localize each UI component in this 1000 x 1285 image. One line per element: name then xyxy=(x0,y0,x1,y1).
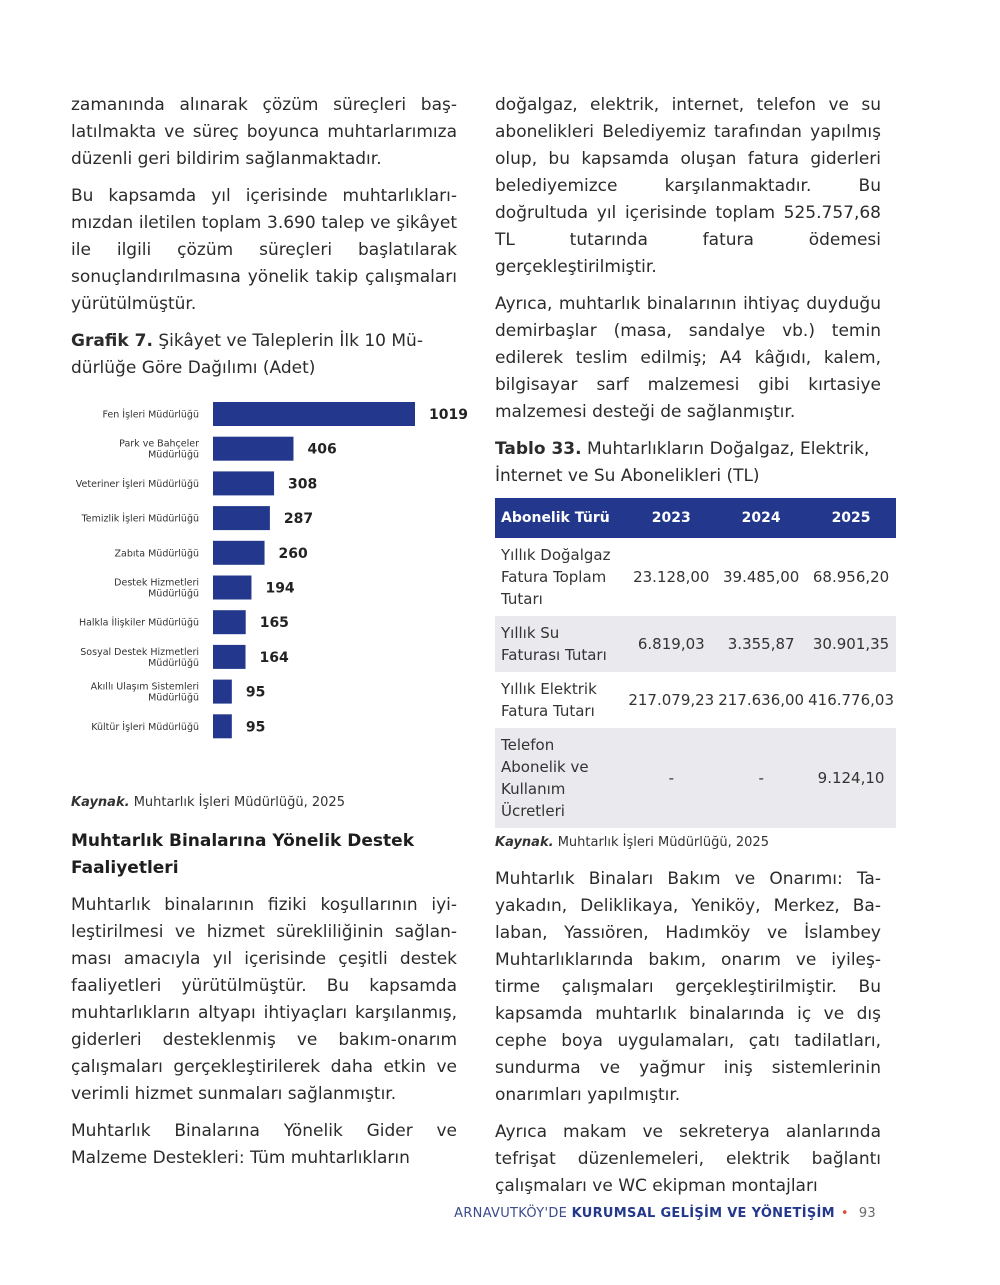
value-label: 287 xyxy=(283,511,314,528)
bar xyxy=(213,402,415,426)
paragraph: Ayrıca makam ve sekreterya alanlarında tefrişat düzenlemeleri, elektrik bağlantı çalışmaları ve WC ekipman montajları xyxy=(495,1122,881,1196)
footer-prefix: ARNAVUTKÖY'DE xyxy=(454,1206,568,1221)
paragraph: Bu kapsamda yıl içerisinde muhtarlıklarımızdan iletilen toplam 3.690 talep ve şikâyet ile ilgili çözüm süreçleri başlatılarak sonuçlandırılmasına yönelik takip çalışmaları yürütülmüştür. xyxy=(71,186,457,314)
category-label: Fen İşleri Müdürlüğü xyxy=(102,409,199,421)
footer-dot: • xyxy=(840,1206,849,1221)
category-label: Park ve Bahçeler Müdürlüğü xyxy=(119,438,199,461)
table-label: Tablo 33. xyxy=(495,439,582,459)
paragraph: doğalgaz, elektrik, internet, telefon ve su abonelikleri Belediyemiz tarafından yapılmış olup, bu kapsamda oluşan fatura giderleri belediyemizce karşılanmaktadır. Bu doğrultuda yıl içerisinde toplam 525.757,68 TL tutarında fatura ödemesi gerçekleştirilmiştir. xyxy=(495,95,881,277)
table-cell: 68.956,20 xyxy=(812,568,890,586)
value-label: 406 xyxy=(307,441,337,458)
table-row xyxy=(495,538,896,616)
value-label: 194 xyxy=(265,580,295,597)
header-cell: 2023 xyxy=(626,498,716,538)
paragraph: Muhtarlık Binalarına Yönelik Gider ve Malzeme Destekleri: Tüm muhtarlıkların xyxy=(71,1121,457,1168)
table-cell: Telefon Abonelik ve Kullanım Ücretleri xyxy=(495,728,626,828)
bar xyxy=(213,714,232,738)
bar xyxy=(213,541,265,565)
category-label: Zabıta Müdürlüğü xyxy=(114,548,199,560)
table-title: Muhtarlıkların Doğalgaz, Elektrik, İnternet ve Su Abonelikleri (TL) xyxy=(495,439,870,486)
complaints-bar-chart xyxy=(71,390,468,790)
source-text: Muhtarlık İşleri Müdürlüğü, 2025 xyxy=(133,795,345,810)
category-label: Temizlik İşleri Müdürlüğü xyxy=(81,513,199,525)
value-label: 1019 xyxy=(429,407,468,423)
category-label: Kültür İşleri Müdürlüğü xyxy=(91,721,199,733)
paragraph: Muhtarlık Binaları Bakım ve Onarımı: Tayakadın, Deliklikaya, Yeniköy, Merkez, Balaban, Yassıören, Hadımköy ve İslambey Muhtarlıklarında bakım, onarım ve iyileştirme çalışmaları gerçekleştirilmiştir. Bu kapsamda muhtarlık binalarında iç ve dış cephe boya uygulamaları, çatı tadilatları, sundurma ve yağmur iniş sistemlerinin onarımları yapılmıştır. xyxy=(495,869,881,1105)
section-heading: Muhtarlık Binalarına Yönelik Destek Faaliyetleri xyxy=(71,831,415,878)
source-label: Kaynak. xyxy=(495,835,554,850)
table-cell: Yıllık Doğalgaz Fatura Toplam Tutarı xyxy=(501,546,611,608)
table-cell: 3.355,87 xyxy=(716,616,806,672)
chart-caption xyxy=(71,328,457,382)
chart-source xyxy=(71,794,457,812)
table-cell: Yıllık Elektrik Fatura Tutarı xyxy=(501,680,597,720)
value-label: 95 xyxy=(245,684,266,701)
caption-label: Grafik 7. xyxy=(71,331,153,351)
page-footer xyxy=(454,1206,876,1221)
bar xyxy=(213,610,246,634)
table-cell: 30.901,35 xyxy=(806,616,896,672)
header-cell: 2024 xyxy=(716,498,806,538)
value-label: 165 xyxy=(259,615,289,632)
bar xyxy=(213,437,293,461)
table-cell: 217.636,00 xyxy=(718,691,805,709)
value-label: 260 xyxy=(278,545,308,562)
footer-title: KURUMSAL GELİŞİM VE YÖNETİŞİM xyxy=(571,1206,835,1221)
subscriptions-table xyxy=(495,498,896,828)
right-column xyxy=(495,92,894,1200)
table-row xyxy=(495,672,896,728)
category-label: Halkla İlişkiler Müdürlüğü xyxy=(78,617,199,629)
category-label: Veteriner İşleri Müdürlüğü xyxy=(75,478,199,490)
bar xyxy=(213,506,270,530)
category-label: Destek Hizmetleri Müdürlüğü xyxy=(114,577,199,600)
caption-text: Şikâyet ve Taleplerin İlk 10 Müdürlüğe Göre Dağılımı (Adet) xyxy=(71,331,423,378)
value-label: 164 xyxy=(259,649,289,666)
paragraph: zamanında alınarak çözüm süreçleri başlatılmakta ve süreç boyunca muhtarlarımıza düzenli geri bildirim sağlanmaktadır. xyxy=(71,95,457,169)
table-cell: 9.124,10 xyxy=(806,728,896,828)
value-label: 95 xyxy=(245,719,266,736)
table-cell: Yıllık Su Faturası Tutarı xyxy=(495,616,626,672)
table-cell: 39.485,00 xyxy=(722,568,800,586)
table-row xyxy=(495,616,896,672)
header-cell: Abonelik Türü xyxy=(495,498,626,538)
table-cell: - xyxy=(716,728,806,828)
table-caption xyxy=(495,436,881,490)
source-text: Muhtarlık İşleri Müdürlüğü, 2025 xyxy=(557,835,769,850)
table-cell: 23.128,00 xyxy=(633,568,710,586)
header-cell: 2025 xyxy=(806,498,896,538)
category-label: Akıllı Ulaşım Sistemleri Müdürlüğü xyxy=(90,681,199,704)
table-cell: 6.819,03 xyxy=(626,616,716,672)
table-header-row xyxy=(495,498,896,538)
page-number: 93 xyxy=(858,1206,876,1221)
bar xyxy=(213,680,232,704)
table-cell: - xyxy=(626,728,716,828)
category-label: Sosyal Destek Hizmetleri Müdürlüğü xyxy=(80,646,199,669)
bar xyxy=(213,471,274,495)
table-source xyxy=(495,834,881,852)
table-row xyxy=(495,728,896,828)
source-label: Kaynak. xyxy=(71,795,130,810)
bar xyxy=(213,576,251,600)
value-label: 308 xyxy=(288,476,318,493)
left-column xyxy=(71,92,468,1172)
table-cell: 416.776,03 xyxy=(808,691,894,709)
table-cell: 217.079,23 xyxy=(628,691,715,709)
paragraph: Ayrıca, muhtarlık binalarının ihtiyaç duyduğu demirbaşlar (masa, sandalye vb.) temin edilerek teslim edilmiş; A4 kâğıdı, kalem, bilgisayar sarf malzemesi gibi kırtasiye malzemesi desteği de sağlanmıştır. xyxy=(495,294,881,422)
bar xyxy=(213,645,246,669)
paragraph: Muhtarlık binalarının fiziki koşullarının iyileştirilmesi ve hizmet sürekliliğinin sağlanması amacıyla yıl içerisinde çeşitli destek faaliyetleri yürütülmüştür. Bu kapsamda muhtarlıkların altyapı ihtiyaçları karşılanmış, giderleri desteklenmiş ve bakım-onarım çalışmaları gerçekleştirilerek daha etkin ve verimli hizmet sunmaları sağlanmıştır. xyxy=(71,895,457,1104)
